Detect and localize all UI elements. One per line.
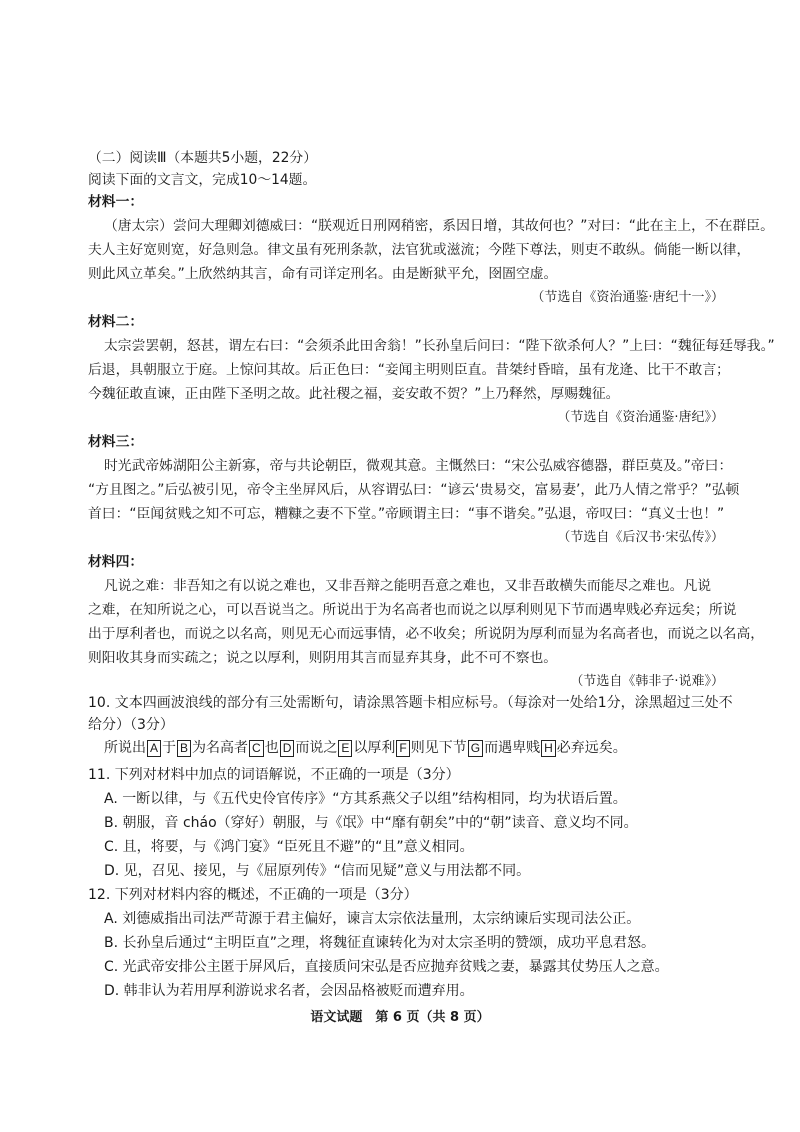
q10-segment: 必弃远矣。 (556, 740, 627, 756)
q10-segment: 而说之 (295, 740, 338, 756)
q11-option-a[interactable]: A. 一断以律，与《五代史伶官传序》“方其系燕父子以组”结构相同，均为状语后置。 (104, 791, 627, 807)
material-1-line-1: （唐太宗）尝问大理卿刘德威曰：“朕观近日刑网稍密，系因日增，其故何也？”对曰：“此在主上，不在群臣。 (104, 218, 774, 234)
section-instruction: 阅读下面的文言文，完成10～14题。 (88, 172, 317, 188)
material-4-label: 材料四： (88, 554, 144, 570)
section-title: （二）阅读Ⅲ（本题共5小题，22分） (88, 150, 318, 166)
q10-mark-g[interactable]: G (468, 740, 483, 757)
material-1-source: （节选自《资治通鉴·唐纪十一》） (531, 290, 724, 305)
material-4-line-4: 则阳收其身而实疏之；说之以厚利，则阴用其言而显弃其身，此不可不察也。 (88, 650, 558, 666)
q11-option-c[interactable]: C. 且，将要，与《鸿门宴》“臣死且不避”的“且”意义相同。 (104, 839, 474, 855)
q11-stem: 11. 下列对材料中加点的词语解说，不正确的一项是（3分） (88, 767, 460, 783)
material-3-line-2: “方且图之。”后弘被引见，帝令主坐屏风后，从容谓弘曰：“谚云‘贵易交，富易妻’，此乃人情之常乎？”弘顿 (88, 482, 740, 498)
q10-mark-b[interactable]: B (177, 740, 191, 757)
q10-mark-e[interactable]: E (338, 740, 352, 757)
q11-option-d[interactable]: D. 见，召见、接见，与《屈原列传》“信而见疑”意义与用法都不同。 (104, 863, 531, 879)
q10-stem-line-2: 给分）（3分） (88, 717, 174, 733)
material-2-label: 材料二： (88, 314, 144, 330)
q10-segment: 为名高者 (192, 740, 249, 756)
material-1-line-2: 夫人主好宽则宽，好急则急。律文虽有死刑条款，法官犹或滋流；今陛下尊法，则吏不敢纵。倘能一断以律， (88, 242, 751, 258)
page-footer: 语文试题 第 6 页（共 8 页） (310, 1010, 490, 1025)
q12-option-a[interactable]: A. 刘德威指出司法严苛源于君主偏好，谏言太宗依法量刑，太宗纳谏后实现司法公正。 (104, 911, 641, 927)
q12-option-b[interactable]: B. 长孙皇后通过“主明臣直”之理，将魏征直谏转化为对太宗圣明的赞颂，成功平息君怒。 (104, 935, 656, 951)
material-3-source: （节选自《后汉书·宋弘传》） (557, 530, 724, 545)
q12-option-c[interactable]: C. 光武帝安排公主匿于屏风后，直接质问宋弘是否应抛弃贫贱之妻，暴露其仗势压人之意。 (104, 959, 669, 975)
material-1-label: 材料一： (88, 194, 144, 210)
material-3-label: 材料三： (88, 434, 144, 450)
material-3-line-3: 首曰：“臣闻贫贱之知不可忘，糟糠之妻不下堂。”帝顾谓主曰：“事不谐矣。”弘退，帝叹曰：“真义士也！” (88, 506, 725, 522)
q10-segment: 也 (264, 740, 279, 756)
q10-segment: 于 (162, 740, 177, 756)
q10-mark-a[interactable]: A (147, 740, 161, 757)
material-2-line-2: 后退，具朝服立于庭。上惊问其故。后正色曰：“妾闻主明则臣直。昔桀纣昏暗，虽有龙逄、比干不敢言； (88, 362, 730, 378)
q10-segment: 则见下节 (410, 740, 467, 756)
q10-mark-f[interactable]: F (396, 740, 409, 757)
q10-segment: 所说出 (104, 740, 146, 756)
material-4-line-1: 凡说之难：非吾知之有以说之难也，又非吾辩之能明吾意之难也，又非吾敢横失而能尽之难也。凡说 (104, 578, 712, 594)
material-2-line-3: 今魏征敢直谏，正由陛下圣明之故。此社稷之福，妾安敢不贺？”上乃释然，厚赐魏征。 (88, 386, 620, 402)
q12-stem: 12. 下列对材料内容的概述，不正确的一项是（3分） (88, 887, 418, 903)
q10-mark-h[interactable]: H (541, 740, 556, 757)
q11-option-b[interactable]: B. 朝服，音 cháo（穿好）朝服，与《氓》中“靡有朝矣”中的“朝”读音、意义均不同。 (104, 815, 638, 831)
material-1-line-3: 则此风立革矣。”上欣然纳其言，命有司详定刑名。由是断狱平允，囹圄空虚。 (88, 266, 558, 282)
material-4-line-2: 之难，在知所说之心，可以吾说当之。所说出于为名高者也而说之以厚利则见下节而遇卑贱必弃远矣；所说 (88, 602, 737, 618)
material-2-line-1: 太宗尝罢朝，怒甚，谓左右曰：“会须杀此田舍翁！”长孙皇后问曰：“陛下欲杀何人？”上曰：“魏征每廷辱我。” (104, 338, 775, 354)
q10-mark-d[interactable]: D (280, 740, 295, 757)
q10-segment: 以厚利 (353, 740, 396, 756)
material-2-source: （节选自《资治通鉴·唐纪》） (557, 410, 724, 425)
q10-segment: 而遇卑贱 (484, 740, 541, 756)
q12-option-d[interactable]: D. 韩非认为若用厚利游说求名者，会因品格被贬而遭弃用。 (104, 983, 474, 999)
q10-break-options (104, 737, 627, 759)
material-4-source: （节选自《韩非子·说难》） (570, 674, 724, 689)
material-3-line-1: 时光武帝姊湖阳公主新寡，帝与共论朝臣，微观其意。主慨然曰：“宋公弘威容德器，群臣莫及。”帝曰： (104, 458, 733, 474)
q10-mark-c[interactable]: C (249, 740, 264, 757)
material-4-line-3: 出于厚利者也，而说之以名高，则见无心而远事情，必不收矣；所说阴为厚利而显为名高者也，而说之以名高， (88, 626, 765, 642)
q10-stem-line-1: 10. 文本四画波浪线的部分有三处需断句，请涂黑答题卡相应标号。（每涂对一处给1分，涂黑超过三处不 (88, 695, 733, 711)
